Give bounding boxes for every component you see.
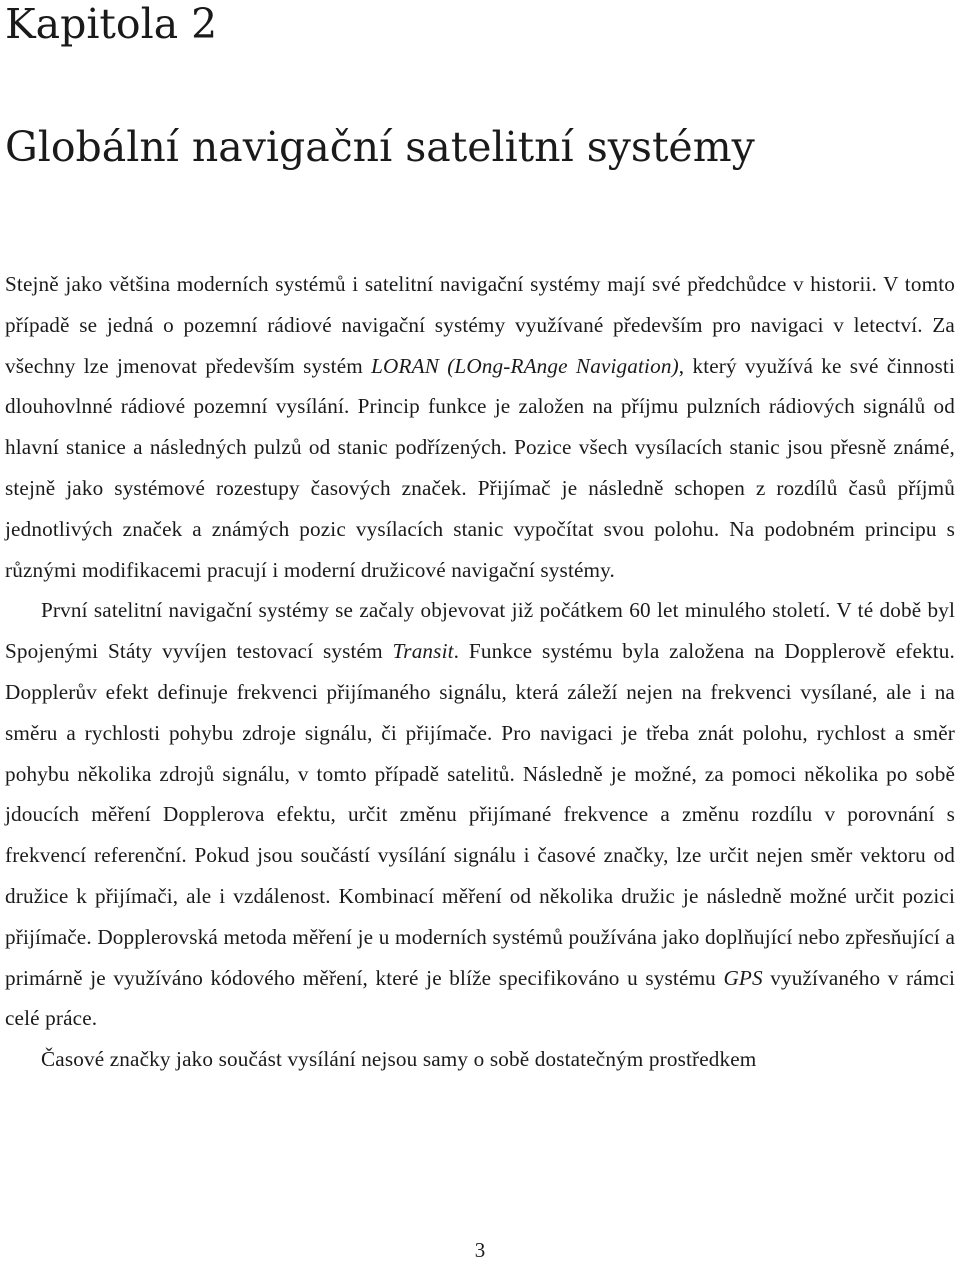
document-page <box>5 0 955 1267</box>
paragraph-text-italic: GPS <box>723 965 763 990</box>
paragraph-text-italic: LORAN (LOng-RAnge Navigation) <box>371 353 679 378</box>
chapter-label: Kapitola 2 <box>5 0 218 48</box>
paragraph-1 <box>5 264 955 590</box>
page-number: 3 <box>474 1238 486 1262</box>
paragraph-text: , který využívá ke své činnosti dlouhovlnné rádiové pozemní vysílání. Princip funkce je založen na příjmu pulzních rádiových signálů od hlavní stanice a následných pulzů od stanic podřízených. Pozice všech vysílacích stanic jsou přesně známé, stejně jako systémové rozestupy časových značek. Přijímač je následně schopen z rozdílů časů příjmů jednotlivých značek a známých pozic vysílacích stanic vypočítat svou polohu. Na podobném principu s různými modifikacemi pracují i moderní družicové navigační systémy. <box>5 353 956 582</box>
paragraph-3 <box>5 1039 955 1080</box>
paragraph-text: Stejně jako většina moderních systémů i satelitní navigační systémy mají své předchůdce v historii. V tomto případě se jedná o pozemní rádiové navigační systémy využívané především pro navigaci v letectví. Za všechny lze jmenovat především systém <box>5 272 955 378</box>
paragraph-text: První satelitní navigační systémy se začaly objevovat již počátkem 60 let minulého století. V té době byl Spojenými Státy vyvíjen testovací systém <box>5 598 955 664</box>
chapter-title: Globální navigační satelitní systémy <box>5 123 755 171</box>
paragraph-text: využívaného v rámci celé práce. <box>5 965 955 1031</box>
paragraph-text: Časové značky jako součást vysílání nejsou samy o sobě dostatečným prostředkem <box>41 1047 757 1072</box>
paragraph-text-italic: Transit <box>392 639 454 664</box>
paragraph-2 <box>5 590 955 1039</box>
paragraph-text: . Funkce systému byla založena na Dopplerově efektu. Dopplerův efekt definuje frekvenci přijímaného signálu, která záleží nejen na frekvenci vysílané, ale i na směru a rychlosti pohybu zdroje signálu, či přijímače. Pro navigaci je třeba znát polohu, rychlost a směr pohybu několika zdrojů signálu, v tomto případě satelitů. Následně je možné, za pomoci několika po sobě jdoucích měření Dopplerova efektu, určit změnu přijímané frekvence a změnu rozdílu v porovnání s frekvencí referenční. Pokud jsou součástí vysílání signálu i časové značky, lze určit nejen směr vektoru od družice k přijímači, ale i vzdálenost. Kombinací měření od několika družic je následně možné určit pozici přijímače. Dopplerovská metoda měření je u moderních systémů používána jako doplňující nebo zpřesňující a primárně je využíváno kódového měření, které je blíže specifikováno u systému <box>5 639 956 990</box>
body-text <box>5 264 955 1080</box>
